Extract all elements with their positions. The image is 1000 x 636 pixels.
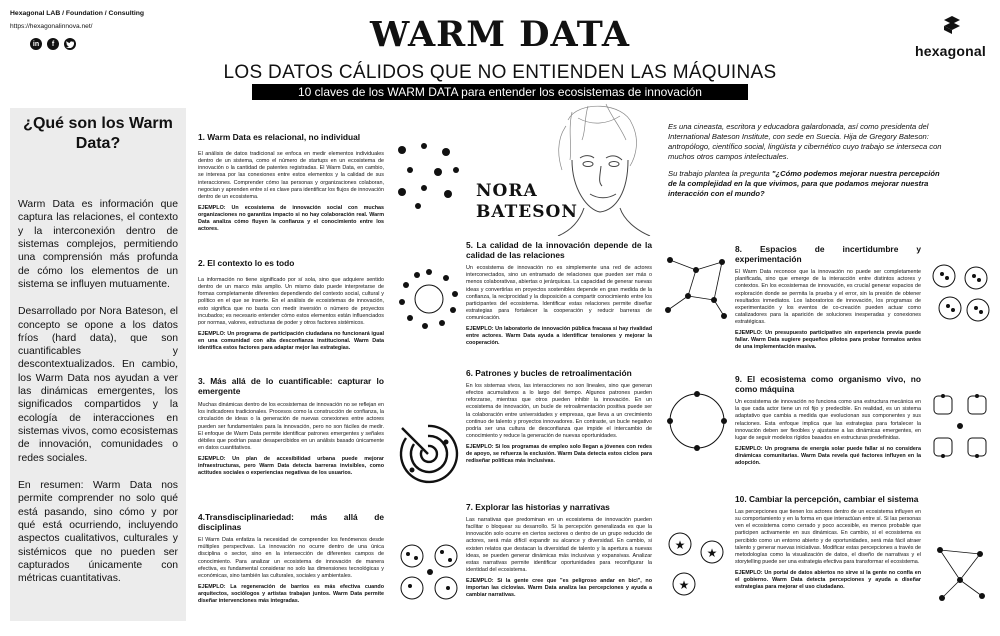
section-1-example: EJEMPLO: Un ecosistema de innovación social con muchas organizaciones no garantiza impacto si no hay colaboración real. Warm Data analiza cómo fluyen la confianza y el conocimiento entre los actores. bbox=[198, 204, 384, 233]
section-9 bbox=[735, 374, 921, 467]
page-title: WARM DATA bbox=[369, 14, 631, 55]
section-10-title: 10. Cambiar la percepción, cambiar el sistema bbox=[735, 494, 919, 504]
section-3-title: 3. Más allá de lo cuantificable: capturar lo emergente bbox=[198, 376, 384, 397]
clusters-illustration bbox=[930, 262, 992, 324]
connections-graph-illustration bbox=[662, 252, 730, 322]
section-8-title: 8. Espacios de incertidumbre y experimentación bbox=[735, 244, 921, 265]
sidebar bbox=[10, 108, 186, 621]
sidebar-paragraph-2: Desarrollado por Nora Bateson, el concepto se opone a los datos fríos (hard data), que son cuantificables y descontextualizados. En cambio, los Warm Data nos ayudan a ver las dinámicas emergentes, los significados compartidos y la ecología de interacciones en sistemas vivos, como ecosistemas de innovación, comunidades o redes sociales. bbox=[18, 306, 178, 464]
section-7 bbox=[466, 502, 652, 599]
section-2 bbox=[198, 258, 384, 352]
feedback-loop-illustration bbox=[664, 388, 730, 454]
section-10-example: EJEMPLO: Un portal de datos abiertos no sirve si la gente no confía en el gobierno. Warm Data detecta percepciones y ayuda a diseñar estrategias para mejorar el uso ciudadano. bbox=[735, 570, 921, 591]
sidebar-paragraph-3: En resumen: Warm Data nos permite comprender no solo qué está pasando, sino cómo y por qué está ocurriendo, incluyendo aspectos cualitativos, culturales y sistémicos que no pueden ser capturados únicamente con métricas cuantitativas. bbox=[18, 479, 178, 585]
radar-illustration bbox=[394, 420, 462, 490]
section-6-example: EJEMPLO: Si los programas de empleo solo llegan a jóvenes con redes de apoyo, se refuerza la exclusión. Warm Data detecta estos ciclos para rediseñar políticas más inclusivas. bbox=[466, 444, 652, 465]
network-circles-illustration bbox=[398, 542, 464, 604]
section-5-title: 5. La calidad de la innovación depende de la calidad de las relaciones bbox=[466, 240, 652, 261]
stars-network-illustration bbox=[930, 540, 992, 606]
bio-question-intro: Su trabajo plantea la pregunta bbox=[668, 169, 772, 179]
section-5 bbox=[466, 240, 652, 348]
page-subtitle: LOS DATOS CÁLIDOS QUE NO ENTIENDEN LAS MÁQUINAS bbox=[223, 62, 777, 83]
section-6 bbox=[466, 368, 652, 465]
section-9-body: Un ecosistema de innovación no funciona como una estructura mecánica en la que cada actor tiene un rol fijo y predecible. En realidad, es un sistema adaptativo que cambia a medida que evolucionan sus componentes y sus relaciones. Esta enfoque implica que las estrategias para fortalecer la innovación deben ser flexibles y ajustarse a las dinámicas emergentes, en lugar de seguir modelos rígidos basados en estructuras predefinidas. bbox=[735, 399, 921, 441]
section-2-title: 2. El contexto lo es todo bbox=[198, 258, 295, 268]
website-url[interactable]: https://hexagonalinnova.net/ bbox=[10, 23, 93, 30]
section-7-body: Las narrativas que predominan en un ecosistema de innovación pueden facilitar o bloquear su desarrollo. Si la percepción generalizada es que la innovación solo ocurre en ciertos sectores o dentro de un grupo reducido de actores, será más difícil expandir su alcance y diversidad. En cambio, si existen relatos que destacan la diversidad de talento y la apertura a nuevas ideas, se pueden generar dinámicas más inclusivas y expansivas. Analizar estas narrativas permite identificar oportunidades para reconfigurar la identidad del ecosistema. bbox=[466, 517, 652, 573]
section-5-example: EJEMPLO: Un laboratorio de innovación pública fracasa si hay rivalidad entre actores. Warm Data ayuda a identificar tensiones y mejorar la cooperación. bbox=[466, 326, 652, 347]
section-10 bbox=[735, 494, 921, 591]
portrait-name bbox=[476, 181, 578, 224]
facebook-icon[interactable]: f bbox=[47, 38, 59, 50]
section-8-body: El Warm Data reconoce que la innovación no puede ser completamente planificada, sino que emerge de la interacción entre distintos actores y contextos. En los ecosistemas de innovación, es crucial generar espacios de exploración donde se permita la prueba y el error, sin la presión de obtener resultados inmediatos. Los laboratorios de innovación, los programas de experimentación y los eventos de co-creación pueden actuar como catalizadores para la aparición de soluciones inesperadas y conexiones estratégicas. bbox=[735, 269, 921, 326]
section-2-body: La información no tiene significado por sí sola, sino que adquiere sentido dentro de un marco más amplio. Un mismo dato puede interpretarse de formas completamente diferentes dependiendo del contexto social, cultural y político en el que se inserte. En el análisis de ecosistemas de innovación, esto significa que no basta con medir inversión o número de proyectos incubados; es necesario entender cómo estos elementos están influenciados por normas, valores, estructuras de poder y otros factores sistémicos. bbox=[198, 277, 384, 326]
sidebar-title: ¿Qué son los Warm Data? bbox=[23, 115, 173, 152]
hexagonal-logo bbox=[915, 16, 986, 59]
logo-text: hexagonal bbox=[914, 43, 986, 59]
section-5-body: Un ecosistema de innovación no es simplemente una red de actores interconectados, sino un entramado de relaciones que pueden ser más o menos colaborativas, abiertas o jerárquicas. La capacidad de generar nuevas ideas y convertirlas en proyectos sostenibles depende en gran medida de la confianza, la reciprocidad y la disposición a compartir conocimiento entre los participantes del ecosistema. Identificar estas relaciones permite diseñar estrategias para fortalecer la cooperación y reducir barreras de comunicación. bbox=[466, 265, 652, 322]
speech-stars-illustration bbox=[662, 530, 730, 602]
section-4-example: EJEMPLO: La regeneración de barrios es más efectiva cuando arquitectos, sociólogos y artistas trabajan juntos. Warm Data permite diseñar intervenciones más integradas. bbox=[198, 583, 384, 605]
section-9-example: EJEMPLO: Un programa de energía solar puede fallar si no considera dinámicas comunitarias. Warm Data revela qué factores influyen en la adopción. bbox=[735, 445, 921, 467]
tagline-bar: 10 claves de los WARM DATA para entender los ecosistemas de innovación bbox=[252, 84, 748, 100]
section-3-body: Muchas dinámicas dentro de los ecosistemas de innovación no se reflejan en los indicadores tradicionales. Procesos como la construcción de confianza, la circulación de ideas o la generación de nuevas conexiones entre actores pueden ser fundamentales para la innovación, pero no son fáciles de medir. El enfoque de Warm Data permite identificar patrones emergentes y señales débiles que podrían pasar desapercibidos en un análisis basado únicamente en datos cuantitativos. bbox=[198, 402, 384, 451]
section-3-example: EJEMPLO: Un plan de accesibilidad urbana puede mejorar infraestructuras, pero Warm Data detecta barreras invisibles, como actitudes sociales o experiencias negativas de los usuarios. bbox=[198, 456, 384, 477]
linkedin-icon[interactable]: in bbox=[30, 38, 42, 50]
svg-text:★: ★ bbox=[678, 578, 690, 592]
section-1-body: El análisis de datos tradicional se enfoca en medir elementos individuales dentro de un sistema, como el número de startups en un ecosistema de innovación o la cantidad de patentes registradas. El Warm Data, en cambio, se interesa por las conexiones entre estos elementos y la calidad de sus interacciones. Comprender cómo las personas y organizaciones colaboran, negocian y aprenden entre sí es clave para identificar los flujos de innovación dentro de un ecosistema. bbox=[198, 151, 384, 200]
section-4-body: El Warm Data enfatiza la necesidad de comprender los fenómenos desde múltiples perspectivas. La innovación no ocurre dentro de una única disciplina o sector, sino en la intersección de diferentes campos de conocimiento. Para analizar un ecosistema de innovación de manera efectiva, es fundamental considerar no solo las dimensiones tecnológicas y económicas, sino también las culturales, sociales y ambientales. bbox=[198, 537, 384, 579]
section-8 bbox=[735, 244, 921, 352]
section-4 bbox=[198, 512, 384, 605]
dot-ring-illustration bbox=[398, 268, 460, 330]
section-10-body: Las percepciones que tienen los actores dentro de un ecosistema influyen en su comportamiento y en la forma en que interactúan entre sí. Si las personas ven el ecosistema como cerrado y poco accesible, es menos probable que participen activamente en sus dinámicas. En cambio, si el ecosistema es percibido como un entorno abierto y de oportunidades, será más fácil atraer talento y generar nuevas iniciativas. Modificar estas percepciones a través de metodologías como la visualización de datos, el diseño de narrativas y el storytelling puede ser una estrategia efectiva para transformar el ecosistema. bbox=[735, 509, 921, 565]
org-name: Hexagonal LAB / Foundation / Consulting bbox=[10, 10, 145, 17]
svg-text:★: ★ bbox=[674, 538, 686, 552]
scattered-dots-illustration bbox=[394, 140, 464, 212]
section-9-title: 9. El ecosistema como organismo vivo, no como máquina bbox=[735, 374, 921, 395]
bio-paragraph-2 bbox=[668, 169, 948, 199]
organism-shapes-illustration bbox=[930, 392, 992, 464]
bio bbox=[668, 122, 948, 199]
svg-text:★: ★ bbox=[706, 546, 718, 560]
section-2-example: EJEMPLO: Un programa de participación ciudadana no funcionará igual en una comunidad con alta desconfianza institucional. Warm Data identifica estos factores para adaptar mejor las estrategias. bbox=[198, 330, 384, 352]
section-7-title: 7. Explorar las historias y narrativas bbox=[466, 502, 610, 512]
section-3 bbox=[198, 376, 384, 477]
section-8-example: EJEMPLO: Un presupuesto participativo sin experiencia previa puede fallar. Warm Data sugiere pequeños pilotos para probar formatos antes de una implementación masiva. bbox=[735, 330, 921, 351]
section-6-title: 6. Patrones y bucles de retroalimentación bbox=[466, 368, 632, 378]
section-1-title: 1. Warm Data es relacional, no individual bbox=[198, 132, 361, 142]
hexagonal-logo-icon bbox=[942, 16, 962, 34]
section-1 bbox=[198, 132, 384, 233]
section-6-body: En los sistemas vivos, las interacciones no son lineales, sino que generan efectos acumulativos a lo largo del tiempo. Algunos patrones pueden reforzarse, mientras que otros pueden inhibir la innovación. En un ecosistema de innovación, un bucle de retroalimentación positiva puede ser la colaboración entre universidades y empresas, que lleva a un crecimiento continuo de talento y proyectos innovadores. En contraste, un bucle negativo podría ser una cultura de desconfianza que impide el intercambio de conocimiento y reduce la generación de nuevas oportunidades. bbox=[466, 383, 652, 439]
section-7-example: EJEMPLO: Si la gente cree que "es peligroso andar en bici", no importan las ciclovías. Warm Data analiza las percepciones y ayuda a cambiar narrativas. bbox=[466, 578, 652, 599]
bio-paragraph-1: Es una cineasta, escritora y educadora galardonada, así como presidenta del International Bateson Institute, con sede en Suecia. Hija de Gregory Bateson: antropólogo, científico social, lingüista y cibernético cuyo trabajo se interseca con muchos otros campos intelectuales. bbox=[668, 122, 942, 161]
sidebar-paragraph-1: Warm Data es información que captura las relaciones, el contexto y la interconexión dentro de sistemas complejos, permitiendo una comprensión más profunda de cómo los elementos de un sistema se influyen mutuamente. bbox=[18, 199, 178, 290]
bio-question: "¿Cómo podemos mejorar nuestra percepción de la complejidad en la que vivimos, para que podamos mejorar nuestra interacción con el mundo? bbox=[668, 169, 940, 199]
portrait-first-name: NORA bbox=[476, 181, 538, 201]
section-4-title: 4.Transdisciplinariedad: más allá de disciplinas bbox=[198, 512, 384, 533]
portrait-last-name: BATESON bbox=[476, 202, 578, 223]
